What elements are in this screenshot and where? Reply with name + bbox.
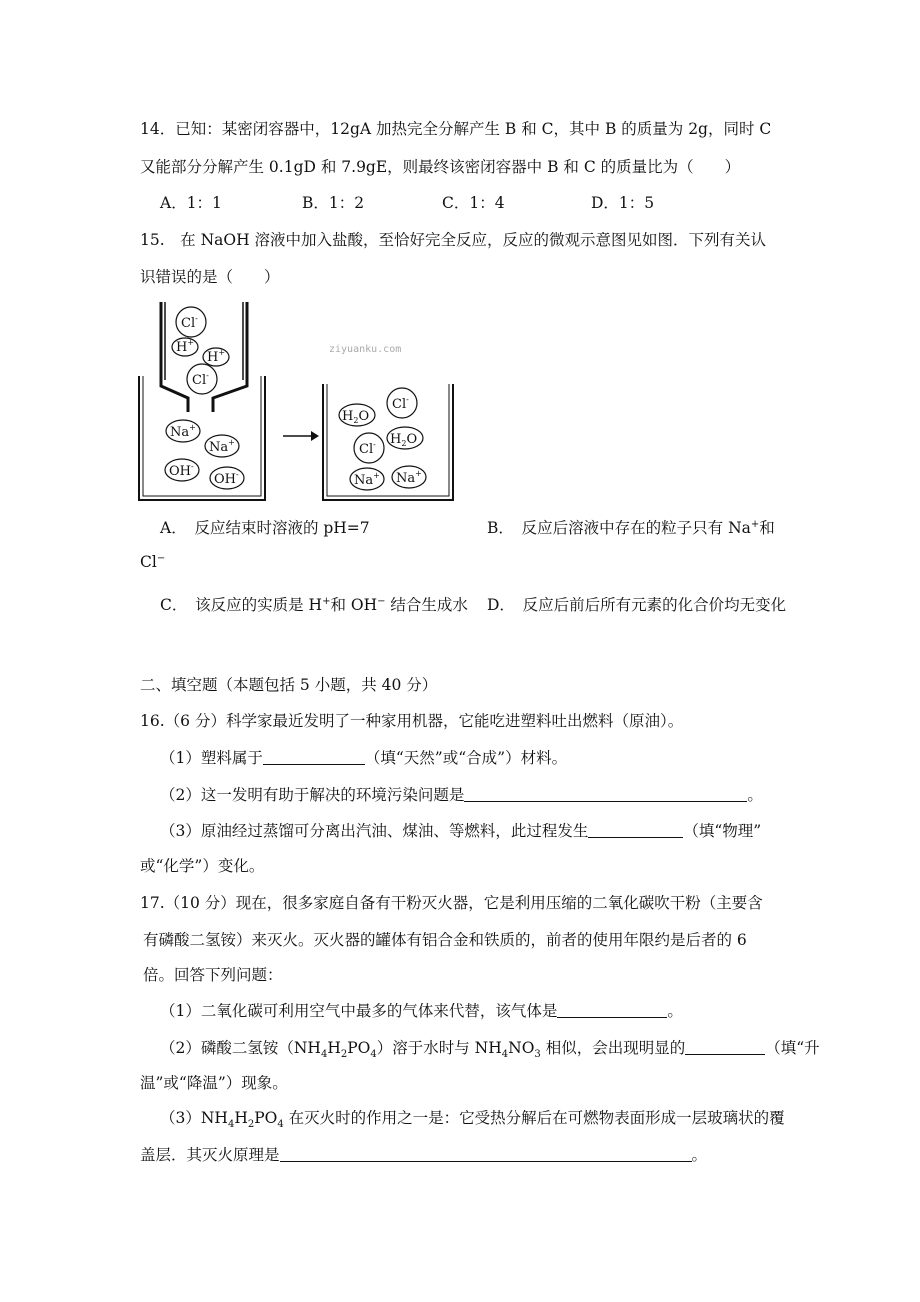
reaction-arrow <box>283 431 319 441</box>
ion-na-left-2 <box>205 435 239 457</box>
q15-option-b-sup: + <box>750 518 760 530</box>
q17-part2-cont: 温”或“降温”）现象。 <box>140 1074 288 1092</box>
q17-part3-a: （3）NH <box>160 1109 228 1127</box>
q16-stem: 16.（6 分）科学家最近发明了一种家用机器，它能吃进塑料吐出燃料（原油）。 <box>140 712 684 730</box>
ion-h2o-right-1 <box>339 404 375 426</box>
left-beaker <box>139 376 265 500</box>
q16-blank3[interactable] <box>588 821 683 838</box>
svg-text:Na+: Na+ <box>170 423 196 440</box>
q17-blank1[interactable] <box>557 1001 667 1018</box>
q17-part2-f: 相似，会出现明显的 <box>540 1039 686 1057</box>
q17-part2-sub2: 2 <box>340 1049 348 1061</box>
q17-part3-c: PO <box>254 1109 278 1127</box>
section2-title: 二、填空题（本题包括 5 小题，共 40 分） <box>140 676 438 694</box>
q17-part2-e: NO <box>508 1039 535 1057</box>
q16-part2-text: （2）这一发明有助于解决的环境污染问题是 <box>160 786 465 804</box>
svg-text:Na+: Na+ <box>396 469 422 486</box>
q17-part1-post: 。 <box>667 1002 683 1020</box>
q14-option-a[interactable]: A．1：1 <box>160 194 222 212</box>
svg-text:Na+: Na+ <box>354 471 380 488</box>
q15-option-c-text: C． 该反应的实质是 H <box>160 596 323 614</box>
ion-na-right-2 <box>392 466 426 488</box>
q17-part2-sub4: 4 <box>501 1049 509 1061</box>
ion-h2o-right-2 <box>387 427 423 449</box>
q16-part3-text: （3）原油经过蒸馏可分离出汽油、煤油、等燃料，此过程发生 <box>160 822 589 840</box>
q15-option-b-text: B． 反应后溶液中存在的粒子只有 Na <box>487 519 751 537</box>
q16-blank2[interactable] <box>464 785 747 802</box>
watermark-text: ziyuanku.com <box>329 344 402 355</box>
ion-oh-left-1 <box>165 459 199 481</box>
svg-text:Na+: Na+ <box>209 438 235 455</box>
q17-part2 <box>160 1037 820 1059</box>
svg-text:H+: H+ <box>176 338 195 355</box>
q15-option-c-sup2: − <box>377 595 386 607</box>
q16-part2 <box>160 784 763 806</box>
q17-part2-g: （填“升 <box>765 1039 820 1057</box>
q17-part3-sub3: 4 <box>277 1119 284 1131</box>
ion-h-left-2 <box>203 348 229 366</box>
q17-part3-sub2: 2 <box>247 1119 255 1131</box>
q17-part1 <box>160 1000 683 1022</box>
svg-text:H2O: $H_2O$ <box>390 432 418 448</box>
q17-part3 <box>160 1107 785 1129</box>
q16-part1-text: （1）塑料属于 <box>160 749 263 767</box>
q15-option-b-cont-text: Cl <box>140 553 157 571</box>
q17-part2-sub5: 3 <box>534 1049 541 1061</box>
q16-blank1[interactable] <box>263 748 365 765</box>
q17-part2-b: H <box>327 1039 341 1057</box>
q15-option-b-cont-sup: − <box>156 552 166 564</box>
q16-part3-post: （填“物理” <box>683 822 762 840</box>
reaction-diagram <box>133 298 463 508</box>
ion-na-left-1 <box>166 420 200 442</box>
q15-line1: 15. 在 NaOH 溶液中加入盐酸，至恰好完全反应，反应的微观示意图见如图．下列有关认 <box>140 231 767 249</box>
svg-text:Cl-: Cl- <box>392 395 409 412</box>
q17-part3-cont <box>140 1144 707 1166</box>
q17-part2-c: PO <box>347 1039 371 1057</box>
q17-stem2: 有磷酸二氢铵）来灭火。灭火器的罐体有铝合金和铁质的，前者的使用年限约是后者的 6 <box>143 931 747 949</box>
q16-part3 <box>160 820 761 842</box>
q15-option-b-post: 和 <box>759 519 775 537</box>
svg-text:Cl-: Cl- <box>192 371 209 388</box>
q15-option-a[interactable]: A． 反应结束时溶液的 pH=7 <box>160 519 370 537</box>
ion-oh-left-2 <box>210 467 244 489</box>
q17-part3-d: 在灭火时的作用之一是：它受热分解后在可燃物表面形成一层玻璃状的覆 <box>283 1109 785 1127</box>
q17-part3-cont-post: 。 <box>691 1146 708 1164</box>
ion-na-right-1 <box>350 468 384 490</box>
q14-option-d[interactable]: D．1：5 <box>591 194 655 212</box>
q17-part2-sub3: 4 <box>370 1049 377 1061</box>
q17-part3-cont-text: 盖层．其灭火原理是 <box>140 1146 280 1164</box>
svg-text:H2O: $H_2O$ <box>342 409 370 425</box>
q17-part2-a: （2）磷酸二氢铵（NH <box>160 1039 321 1057</box>
q14-line2: 又能部分分解产生 0.1gD 和 7.9gE，则最终该密闭容器中 B 和 C 的质量比为（ ） <box>140 158 741 176</box>
svg-text:OH-: OH- <box>214 470 239 487</box>
q16-part1 <box>160 747 567 769</box>
q15-option-c[interactable] <box>160 594 468 616</box>
q17-stem3: 倍。回答下列问题： <box>143 966 283 984</box>
q14-line1: 14．已知：某密闭容器中，12gA 加热完全分解产生 B 和 C，其中 B 的质量为 2g，同时 C <box>140 120 772 138</box>
q17-part3-b: H <box>234 1109 248 1127</box>
q17-part2-d: ）溶于水时与 NH <box>376 1039 502 1057</box>
ion-cl-left-2 <box>187 364 217 394</box>
q17-blank3[interactable] <box>280 1145 692 1162</box>
q15-option-b-cont <box>140 551 165 573</box>
q16-part1-post: （填“天然”或“合成”）材料。 <box>364 749 568 767</box>
svg-text:Cl-: Cl- <box>359 440 376 457</box>
ion-cl-left-1 <box>176 307 206 337</box>
svg-text:H+: H+ <box>207 348 226 365</box>
svg-text:Cl-: Cl- <box>181 314 198 331</box>
q15-option-c-sup1: + <box>322 595 331 607</box>
q17-part2-sub1: 4 <box>320 1049 328 1061</box>
q15-option-c-post: 结合生成水 <box>385 596 468 614</box>
q14-option-b[interactable]: B．1：2 <box>302 194 365 212</box>
ion-h-left-1 <box>172 338 198 356</box>
ion-cl-right-1 <box>387 388 417 418</box>
q17-part1-text: （1）二氧化碳可利用空气中最多的气体来代替，该气体是 <box>160 1002 558 1020</box>
q15-option-b[interactable] <box>487 517 775 539</box>
q15-option-d[interactable]: D． 反应后前后所有元素的化合价均无变化 <box>487 596 787 614</box>
q17-stem1: 17.（10 分）现在，很多家庭自备有干粉灭火器，它是利用压缩的二氧化碳吹干粉（主要含 <box>140 894 763 912</box>
q16-part3-cont: 或“化学”）变化。 <box>140 857 265 875</box>
q17-part3-sub1: 4 <box>227 1119 235 1131</box>
ion-cl-right-2 <box>354 433 384 463</box>
q15-line2: 识错误的是（ ） <box>140 268 280 286</box>
svg-text:OH-: OH- <box>169 462 194 479</box>
q16-part2-post: 。 <box>747 786 763 804</box>
q14-option-c[interactable]: C．1：4 <box>442 194 505 212</box>
q17-blank2[interactable] <box>685 1038 765 1055</box>
q15-option-c-mid: 和 OH <box>330 596 378 614</box>
